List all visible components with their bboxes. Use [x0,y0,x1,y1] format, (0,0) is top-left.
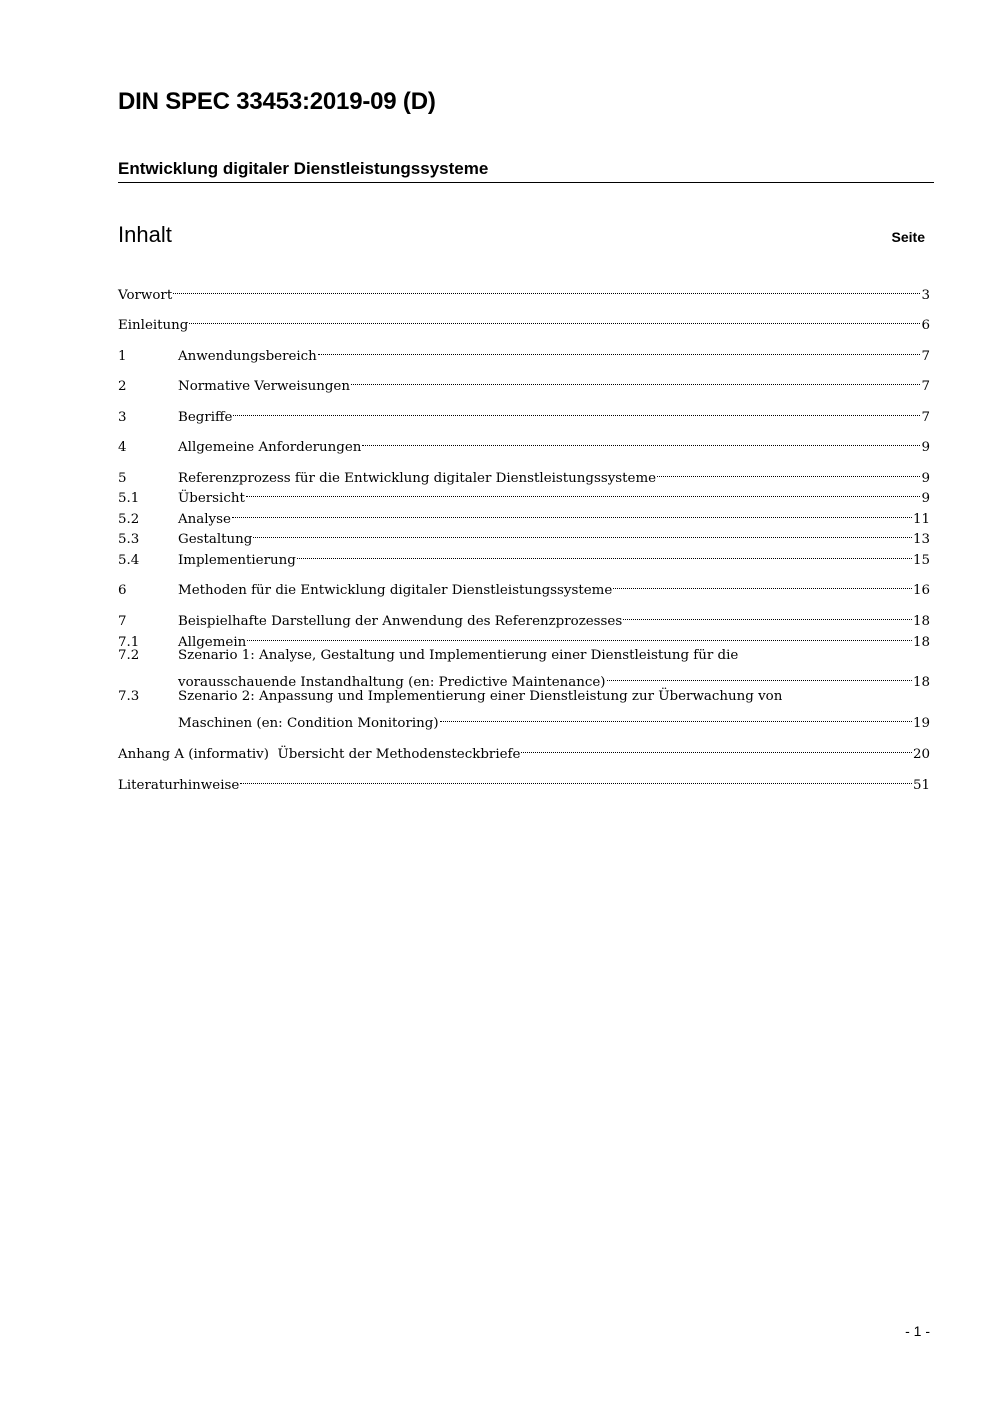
toc-entry-text: vorausschauende Instandhaltung (en: Predictive Maintenance) [178,675,606,690]
toc-entry-literaturhinweise[interactable] [118,769,930,793]
toc-leader-dots [521,738,912,758]
toc-leader-dots [623,605,912,625]
subtitle-divider [118,182,934,183]
toc-entry-vorwort[interactable] [118,279,930,303]
toc-entry-page: 15 [912,553,930,568]
toc-entry-number: 4 [118,440,127,455]
toc-entry-text: Anhang A (informativ) Übersicht der Methodensteckbriefe [118,747,521,762]
page-number: - 1 - [905,1323,930,1339]
toc-leader-dots [233,401,920,421]
toc-entry-text: Beispielhafte Darstellung der Anwendung des Referenzprozesses [178,614,623,629]
toc-entry-number: 7 [118,614,127,629]
toc-entry-text: Literaturhinweise [118,778,240,793]
toc-leader-dots [318,340,921,360]
toc-entry-number: 5.4 [118,553,140,568]
toc-entry-page: 18 [912,635,930,650]
toc-entry-7-2[interactable] [118,646,930,690]
toc-leader-dots [362,431,920,451]
toc-entry-text-line1: Szenario 1: Analyse, Gestaltung und Implementierung einer Dienstleistung für die [178,648,739,663]
toc-leader-dots [232,503,912,523]
toc-entry-5-2[interactable] [118,503,930,527]
toc-leader-dots [189,309,920,329]
toc-entry-number: 7.1 [118,635,140,650]
toc-entry-number: 7.2 [118,648,140,663]
toc-entry-number: 6 [118,583,127,598]
toc-entry-anhang-a[interactable] [118,738,930,762]
toc-leader-dots [246,482,921,502]
toc-entry-page: 18 [912,675,930,690]
toc-entry-page: 18 [912,614,930,629]
toc-entry-text: Gestaltung [178,532,253,547]
toc-leader-dots [607,666,912,686]
toc-entry-7-1[interactable] [118,626,930,650]
toc-entry-text: Allgemeine Anforderungen [178,440,362,455]
toc-entry-4[interactable] [118,431,930,455]
toc-entry-number: 5.3 [118,532,140,547]
toc-entry-page: 9 [921,471,930,486]
toc-entry-1[interactable] [118,340,930,364]
toc-entry-einleitung[interactable] [118,309,930,333]
toc-leader-dots [657,462,920,482]
toc-entry-page: 11 [912,512,930,527]
toc-leader-dots [247,626,912,646]
toc-entry-3[interactable] [118,401,930,425]
toc-entry-number: 5.2 [118,512,140,527]
toc-entry-text: Referenzprozess für die Entwicklung digitaler Dienstleistungssysteme [178,471,657,486]
toc-entry-number: 1 [118,349,127,364]
toc-entry-text: Normative Verweisungen [178,379,350,394]
toc-entry-number: 3 [118,410,127,425]
toc-entry-5-4[interactable] [118,544,930,568]
toc-entry-5-1[interactable] [118,482,930,506]
toc-entry-text: Vorwort [118,288,173,303]
toc-entry-number: 2 [118,379,127,394]
toc-entry-text: Anwendungsbereich [178,349,317,364]
toc-entry-number: 7.3 [118,689,140,704]
toc-entry-page: 7 [921,379,930,394]
toc-entry-5-3[interactable] [118,523,930,547]
toc-entry-2[interactable] [118,370,930,394]
document-subtitle: Entwicklung digitaler Dienstleistungssysteme [118,159,489,178]
toc-leader-dots [240,769,912,789]
toc-entry-number: 5.1 [118,491,140,506]
toc-entry-text: Methoden für die Entwicklung digitaler Dienstleistungssysteme [178,583,613,598]
toc-entry-5[interactable] [118,462,930,486]
toc-entry-page: 7 [921,349,930,364]
toc-entry-text-line1: Szenario 2: Anpassung und Implementierung einer Dienstleistung zur Überwachung von [178,689,783,704]
toc-entry-page: 51 [912,778,930,793]
toc-entry-7-3[interactable] [118,687,930,731]
toc-heading: Inhalt [118,222,172,247]
toc-entry-page: 13 [912,532,930,547]
toc-entry-text: Begriffe [178,410,233,425]
toc-entry-number: 5 [118,471,127,486]
toc-entry-page: 9 [921,440,930,455]
toc-entry-page: 16 [912,583,930,598]
toc-entry-page: 6 [921,318,930,333]
toc-leader-dots [253,523,912,543]
toc-entry-text: Implementierung [178,553,296,568]
toc-entry-7[interactable] [118,605,930,629]
toc-leader-dots [613,574,912,594]
toc-entry-text: Einleitung [118,318,189,333]
toc-leader-dots [297,544,912,564]
document-title: DIN SPEC 33453:2019-09 (D) [118,88,436,115]
toc-entry-text: Maschinen (en: Condition Monitoring) [178,716,439,731]
toc-entry-page: 20 [912,747,930,762]
toc-entry-page: 9 [921,491,930,506]
toc-entry-page: 7 [921,410,930,425]
toc-leader-dots [351,370,921,390]
toc-entry-text: Analyse [178,512,231,527]
toc-entry-6[interactable] [118,574,930,598]
toc-page-column-label: Seite [891,229,925,245]
toc-entry-page: 19 [912,716,930,731]
toc-leader-dots [440,707,912,727]
toc-leader-dots [173,279,920,299]
toc-entry-page: 3 [921,288,930,303]
toc-entry-text: Allgemein [178,635,247,650]
toc-entry-text: Übersicht [178,491,245,506]
